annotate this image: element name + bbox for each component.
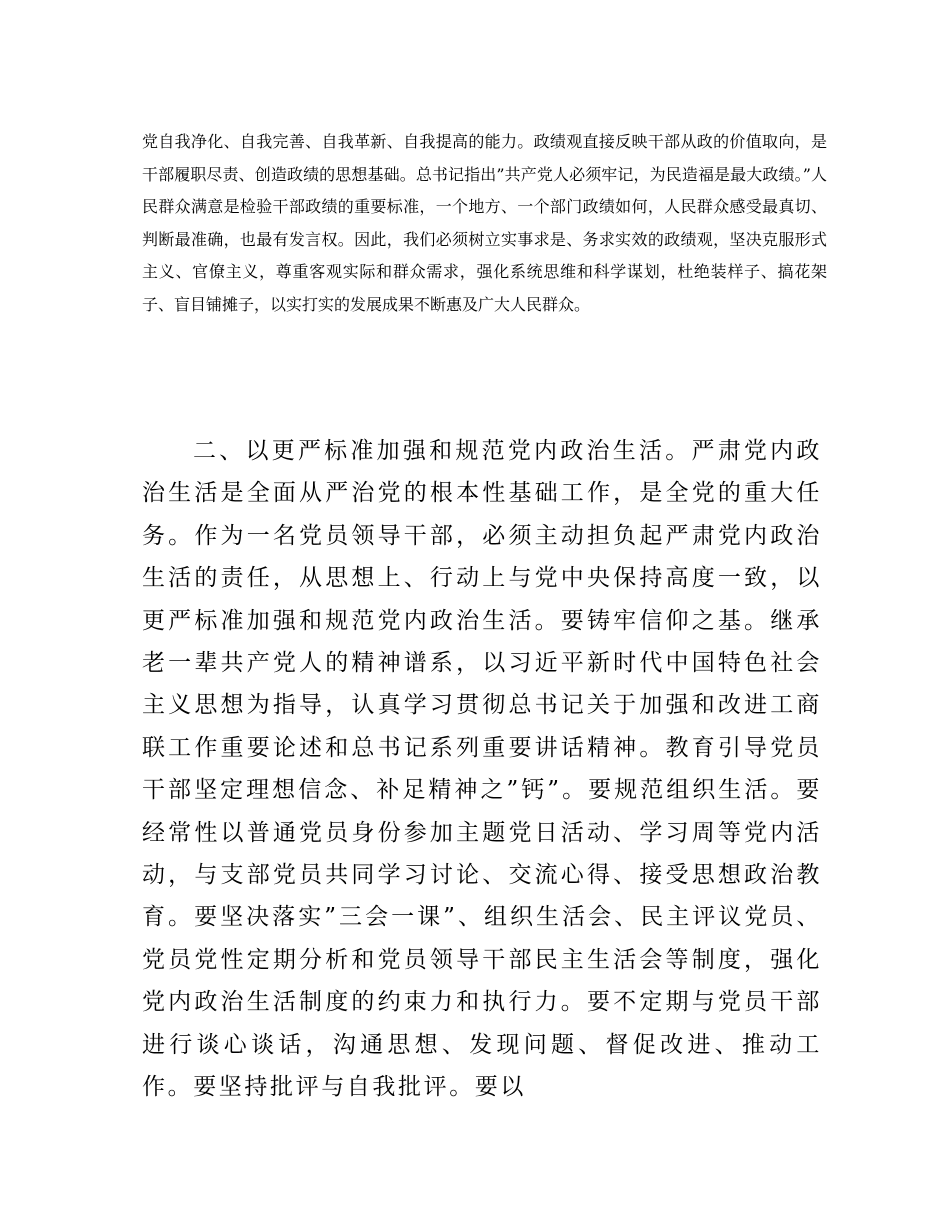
body-paragraph-continuation: 党自我净化、自我完善、自我革新、自我提高的能力。政绩观直接反映干部从政的价值取向，是干部履职尽责、创造政绩的思想基础。总书记指出”共产党人必须牢记，为民造福是最大政绩。”人民群众满意是检验干部政绩的重要标准，一个地方、一个部门政绩如何，人民群众感受最真切、判断最准确，也最有发言权。因此，我们必须树立实事求是、务求实效的政绩观，坚决克服形式主义、官僚主义，尊重客观实际和群众需求，强化系统思维和科学谋划，杜绝装样子、搞花架子、盲目铺摊子，以实打实的发展成果不断惠及广大人民群众。: [142, 132, 827, 314]
body-paragraph-section-two: 二、以更严标准加强和规范党内政治生活。严肃党内政治生活是全面从严治党的根本性基础工作，是全党的重大任务。作为一名党员领导干部，必须主动担负起严肃党内政治生活的责任，从思想上、行动上与党中央保持高度一致，以更严标准加强和规范党内政治生活。要铸牢信仰之基。继承老一辈共产党人的精神谱系，以习近平新时代中国特色社会主义思想为指导，认真学习贯彻总书记关于加强和改进工商联工作重要论述和总书记系列重要讲话精神。教育引导党员干部坚定理想信念、补足精神之”钙”。要规范组织生活。要经常性以普通党员身份参加主题党日活动、学习周等党内活动，与支部党员共同学习讨论、交流心得、接受思想政治教育。要坚决落实”三会一课”、组织生活会、民主评议党员、党员党性定期分析和党员领导干部民主生活会等制度，强化党内政治生活制度的约束力和执行力。要不定期与党员干部进行谈心谈话，沟通思想、发现问题、督促改进、推动工作。要坚持批评与自我批评。要以: [142, 438, 822, 1101]
